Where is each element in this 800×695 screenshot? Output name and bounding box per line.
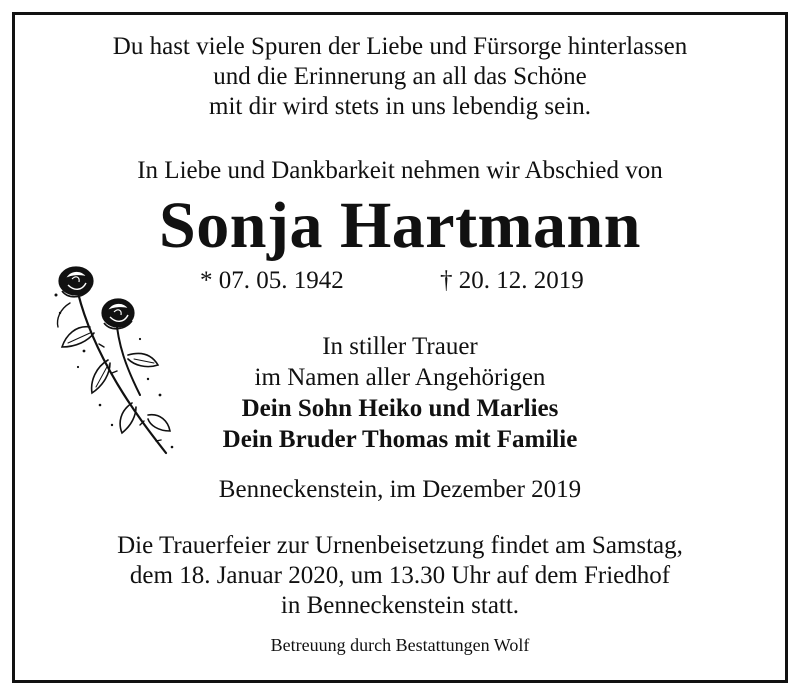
- place-date: Benneckenstein, im Dezember 2019: [218, 476, 582, 503]
- mourner-brother: Dein Bruder Thomas mit Familie: [222, 426, 578, 453]
- death-date: † 20. 12. 2019: [440, 267, 584, 294]
- ceremony-line-3: in Benneckenstein statt.: [280, 592, 520, 619]
- deceased-name: Sonja Hartmann: [159, 189, 641, 262]
- funeral-home-credit: Betreuung durch Bestattungen Wolf: [270, 635, 530, 655]
- verse-line-1: Du hast viele Spuren der Liebe und Fürsorge hinterlassen: [112, 33, 688, 60]
- ceremony-line-1: Die Trauerfeier zur Urnenbeisetzung findet am Samstag,: [117, 532, 683, 559]
- farewell-intro: In Liebe und Dankbarkeit nehmen wir Abschied von: [137, 157, 663, 184]
- mourner-son: Dein Sohn Heiko und Marlies: [241, 395, 559, 422]
- mourning-line-1: In stiller Trauer: [322, 333, 478, 360]
- ceremony-line-2: dem 18. Januar 2020, um 13.30 Uhr auf dem Friedhof: [129, 562, 671, 589]
- verse-line-2: und die Erinnerung an all das Schöne: [213, 63, 587, 90]
- birth-date: * 07. 05. 1942: [200, 267, 344, 294]
- verse-line-3: mit dir wird stets in uns lebendig sein.: [209, 93, 591, 120]
- mourning-line-2: im Namen aller Angehörigen: [254, 364, 546, 391]
